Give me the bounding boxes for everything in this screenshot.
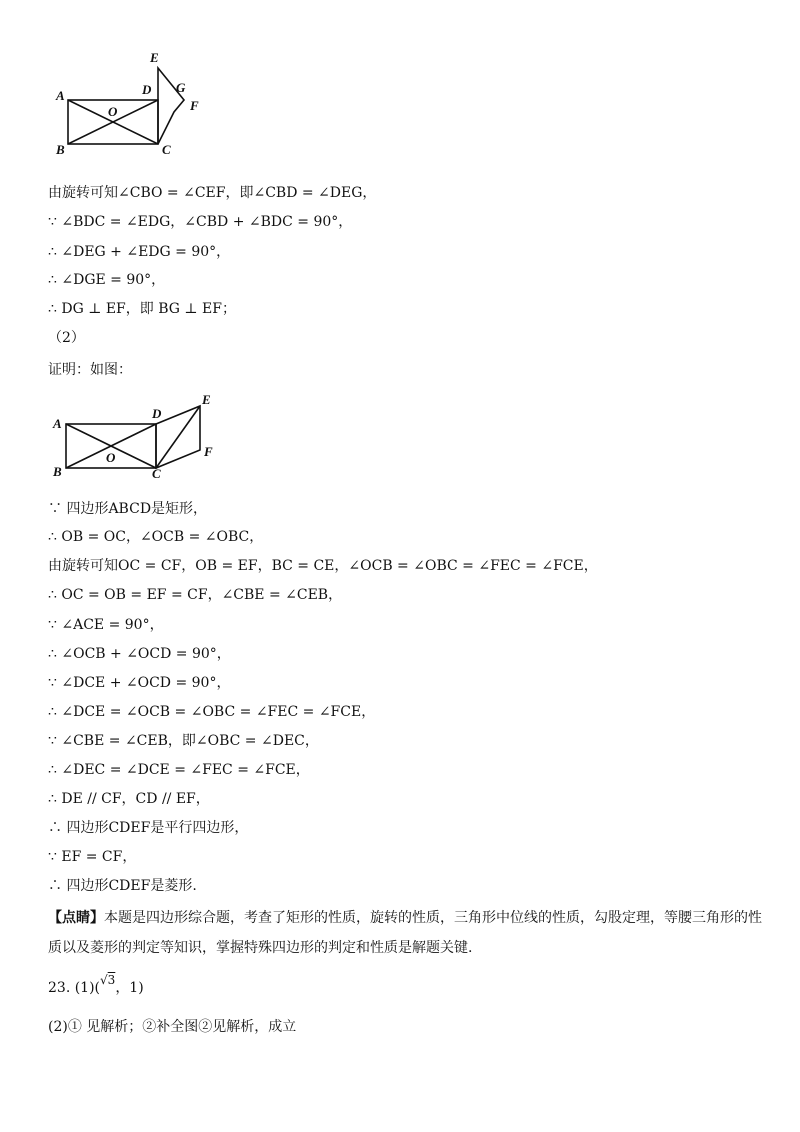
proof-line-4: ∴ ∠DGE = 90°， <box>48 272 166 288</box>
label-F: F <box>190 98 199 113</box>
label-D2: D <box>152 406 162 421</box>
label-G: G <box>176 80 186 95</box>
proof-line-2: ∵ ∠BDC = ∠EDG，∠CBD + ∠BDC = 90°， <box>48 214 353 230</box>
proof2-line-3: 由旋转可知OC = CF，OB = EF，BC = CE，∠OCB = ∠OBC = ∠FEC = ∠FCE， <box>48 558 598 574</box>
q23-part1-suffix: ，1) <box>115 980 144 996</box>
label-O2: O <box>106 450 116 465</box>
label-B: B <box>56 142 65 157</box>
q23-part1-prefix: (1)( <box>74 980 101 996</box>
proof2-line-12: ∴ 四边形CDEF是平行四边形， <box>48 820 249 836</box>
comment-tag: 【点睛】 <box>48 910 104 926</box>
proof2-line-10: ∴ ∠DEC = ∠DCE = ∠FEC = ∠FCE， <box>48 762 310 778</box>
question-23-part-1 <box>48 973 144 998</box>
proof2-line-5: ∵ ∠ACE = 90°， <box>48 617 164 633</box>
comment-text: 本题是四边形综合题，考查了矩形的性质，旋转的性质，三角形中位线的性质，勾股定理，等腰三角形的性质以及菱形的判定等知识，掌握特殊四边形的判定和性质是解题关键. <box>48 910 762 956</box>
figure-rectangle-rotation-1 <box>52 48 212 160</box>
proof-line-5: ∴ DG ⊥ EF，即 BG ⊥ EF； <box>48 301 236 317</box>
proof2-line-2: ∴ OB = OC，∠OCB = ∠OBC， <box>48 529 264 545</box>
proof-line-3: ∴ ∠DEG + ∠EDG = 90°， <box>48 244 231 260</box>
label-C2: C <box>152 466 161 480</box>
proof2-line-6: ∴ ∠OCB + ∠OCD = 90°， <box>48 646 231 662</box>
proof-intro: 证明：如图： <box>48 362 132 378</box>
label-E: E <box>150 50 159 65</box>
proof-line-1: 由旋转可知∠CBO = ∠CEF，即∠CBD = ∠DEG， <box>48 185 377 201</box>
q23-number: 23. <box>48 980 71 996</box>
proof2-line-1: ∵ 四边形ABCD是矩形， <box>48 501 208 517</box>
label-E2: E <box>202 392 211 407</box>
label-A2: A <box>53 416 62 431</box>
proof2-line-7: ∵ ∠DCE + ∠OCD = 90°， <box>48 675 231 691</box>
label-B2: B <box>53 464 62 479</box>
part-2-label: （2） <box>48 330 85 346</box>
proof2-line-4: ∴ OC = OB = EF = CF，∠CBE = ∠CEB， <box>48 587 343 603</box>
comment-paragraph <box>48 903 764 963</box>
label-F2: F <box>204 444 213 459</box>
proof2-line-8: ∴ ∠DCE = ∠OCB = ∠OBC = ∠FEC = ∠FCE， <box>48 704 376 720</box>
label-A: A <box>56 88 65 103</box>
proof2-line-14: ∴ 四边形CDEF是菱形. <box>48 878 197 894</box>
sqrt-symbol: √3 <box>100 973 116 987</box>
figure-rhombus-cdef <box>48 392 228 480</box>
sqrt-radicand: 3 <box>107 973 116 987</box>
proof2-line-9: ∵ ∠CBE = ∠CEB，即∠OBC = ∠DEC， <box>48 733 319 749</box>
label-D: D <box>142 82 152 97</box>
question-23-part-2: (2)① 见解析；②补全图②见解析，成立 <box>48 1019 297 1035</box>
label-C: C <box>162 142 171 157</box>
label-O: O <box>108 104 118 119</box>
proof2-line-11: ∴ DE // CF，CD // EF， <box>48 791 210 807</box>
proof2-line-13: ∵ EF = CF， <box>48 849 137 865</box>
